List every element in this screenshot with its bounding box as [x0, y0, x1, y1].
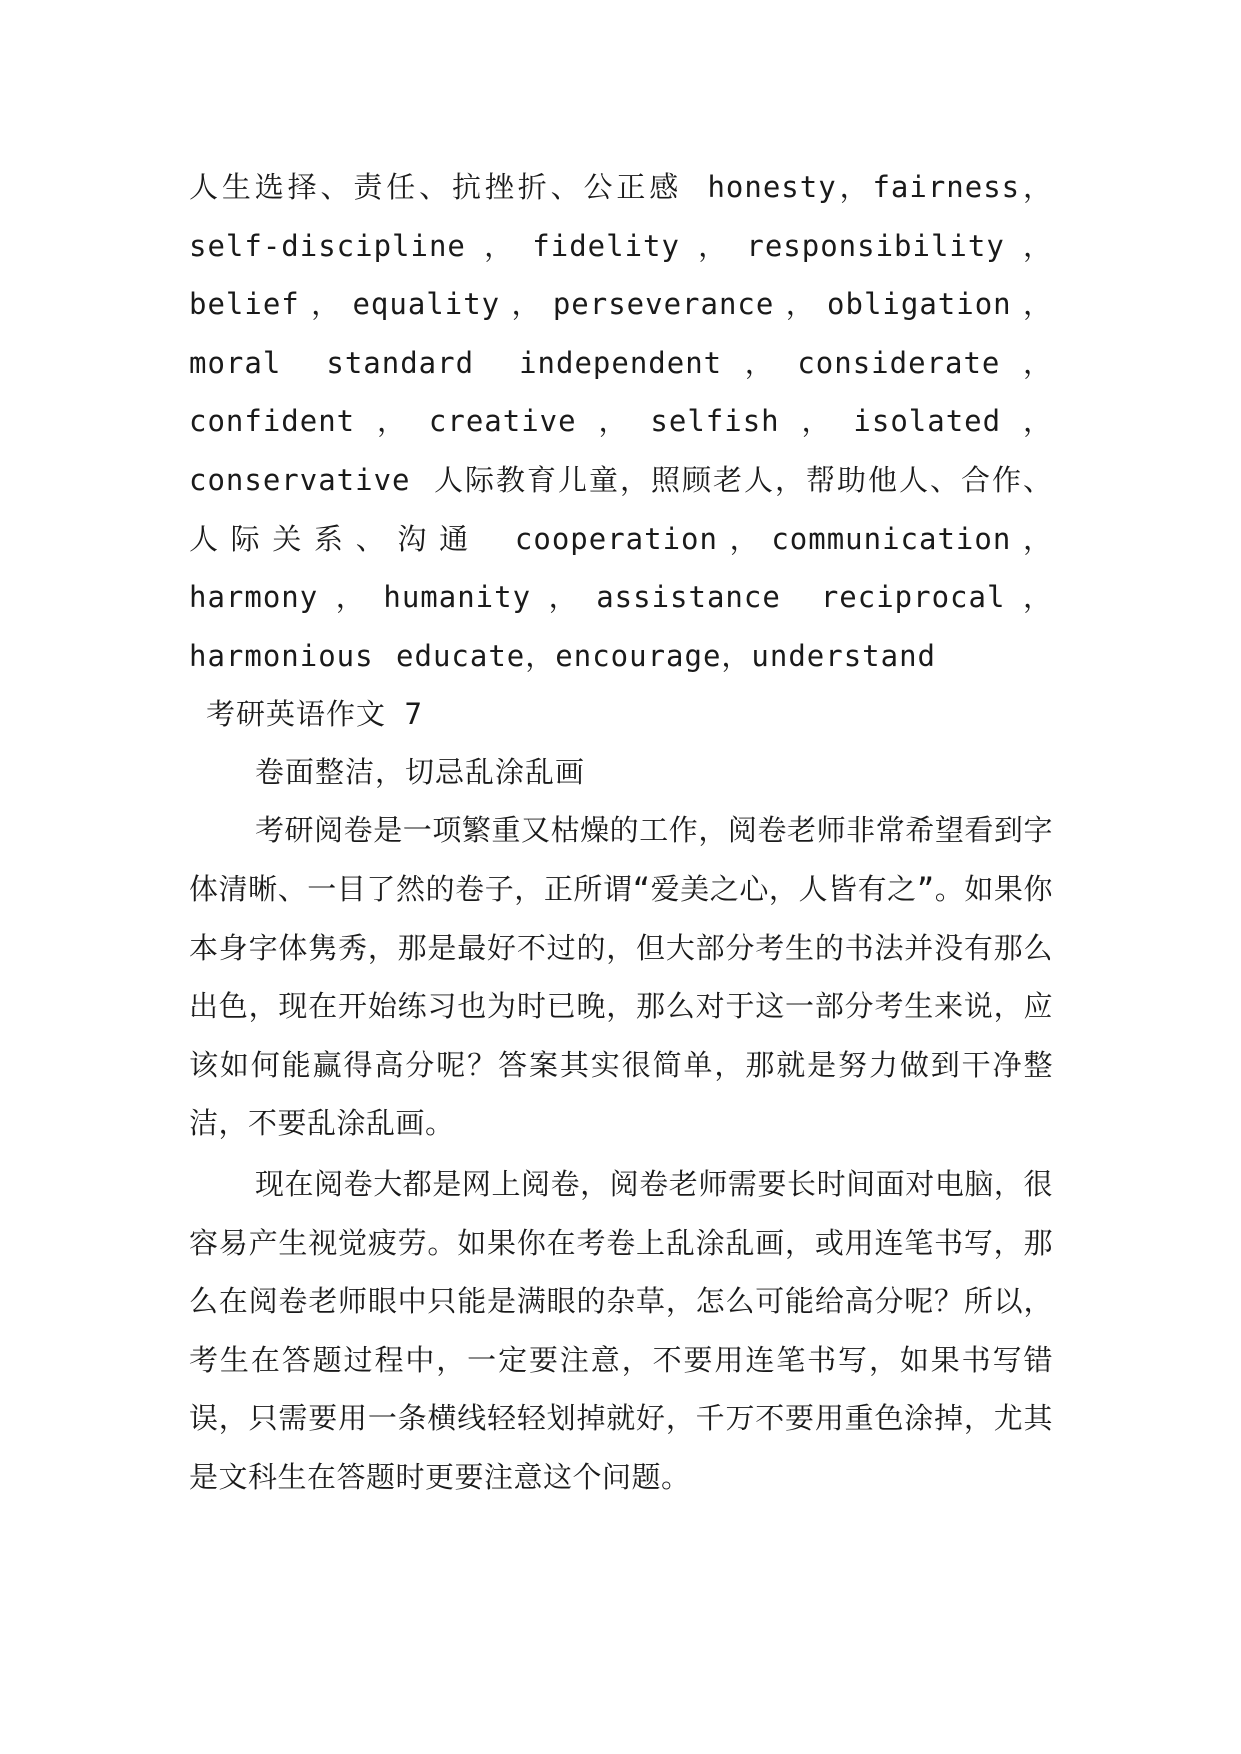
section-heading: 考研英语作文 7: [206, 697, 423, 732]
vocabulary-paragraph: 人生选择、责任、抗挫折、公正感 honesty，fairness，self-discipline，fidelity，responsibility，belief，equality，perseverance，obligation，moral standard independent，considerate，confident，creative，selfish，isolated，conservative 人际教育儿童，照顾老人，帮助他人、合作、人际关系、沟通 cooperation，communication，harmony，humanity，assistance reciprocal，harmonious educate，encourage，understand: [189, 170, 1053, 673]
body-paragraph-2: 现在阅卷大都是网上阅卷，阅卷老师需要长时间面对电脑，很容易产生视觉疲劳。如果你在考卷上乱涂乱画，或用连笔书写，那么在阅卷老师眼中只能是满眼的杂草，怎么可能给高分呢？所以，考生在答题过程中，一定要注意，不要用连笔书写，如果书写错误，只需要用一条横线轻轻划掉就好，千万不要用重色涂掉，尤其是文科生在答题时更要注意这个问题。: [189, 1166, 1053, 1494]
body-paragraph-1: 考研阅卷是一项繁重又枯燥的工作，阅卷老师非常希望看到字体清晰、一目了然的卷子，正所谓“爱美之心，人皆有之”。如果你本身字体隽秀，那是最好不过的，但大部分考生的书法并没有那么出色，现在开始练习也为时已晚，那么对于这一部分考生来说，应该如何能赢得高分呢？答案其实很简单，那就是努力做到干净整洁，不要乱涂乱画。: [189, 813, 1053, 1141]
section-subtitle: 卷面整洁，切忌乱涂乱画: [255, 755, 586, 790]
document-body: [189, 158, 1053, 1506]
